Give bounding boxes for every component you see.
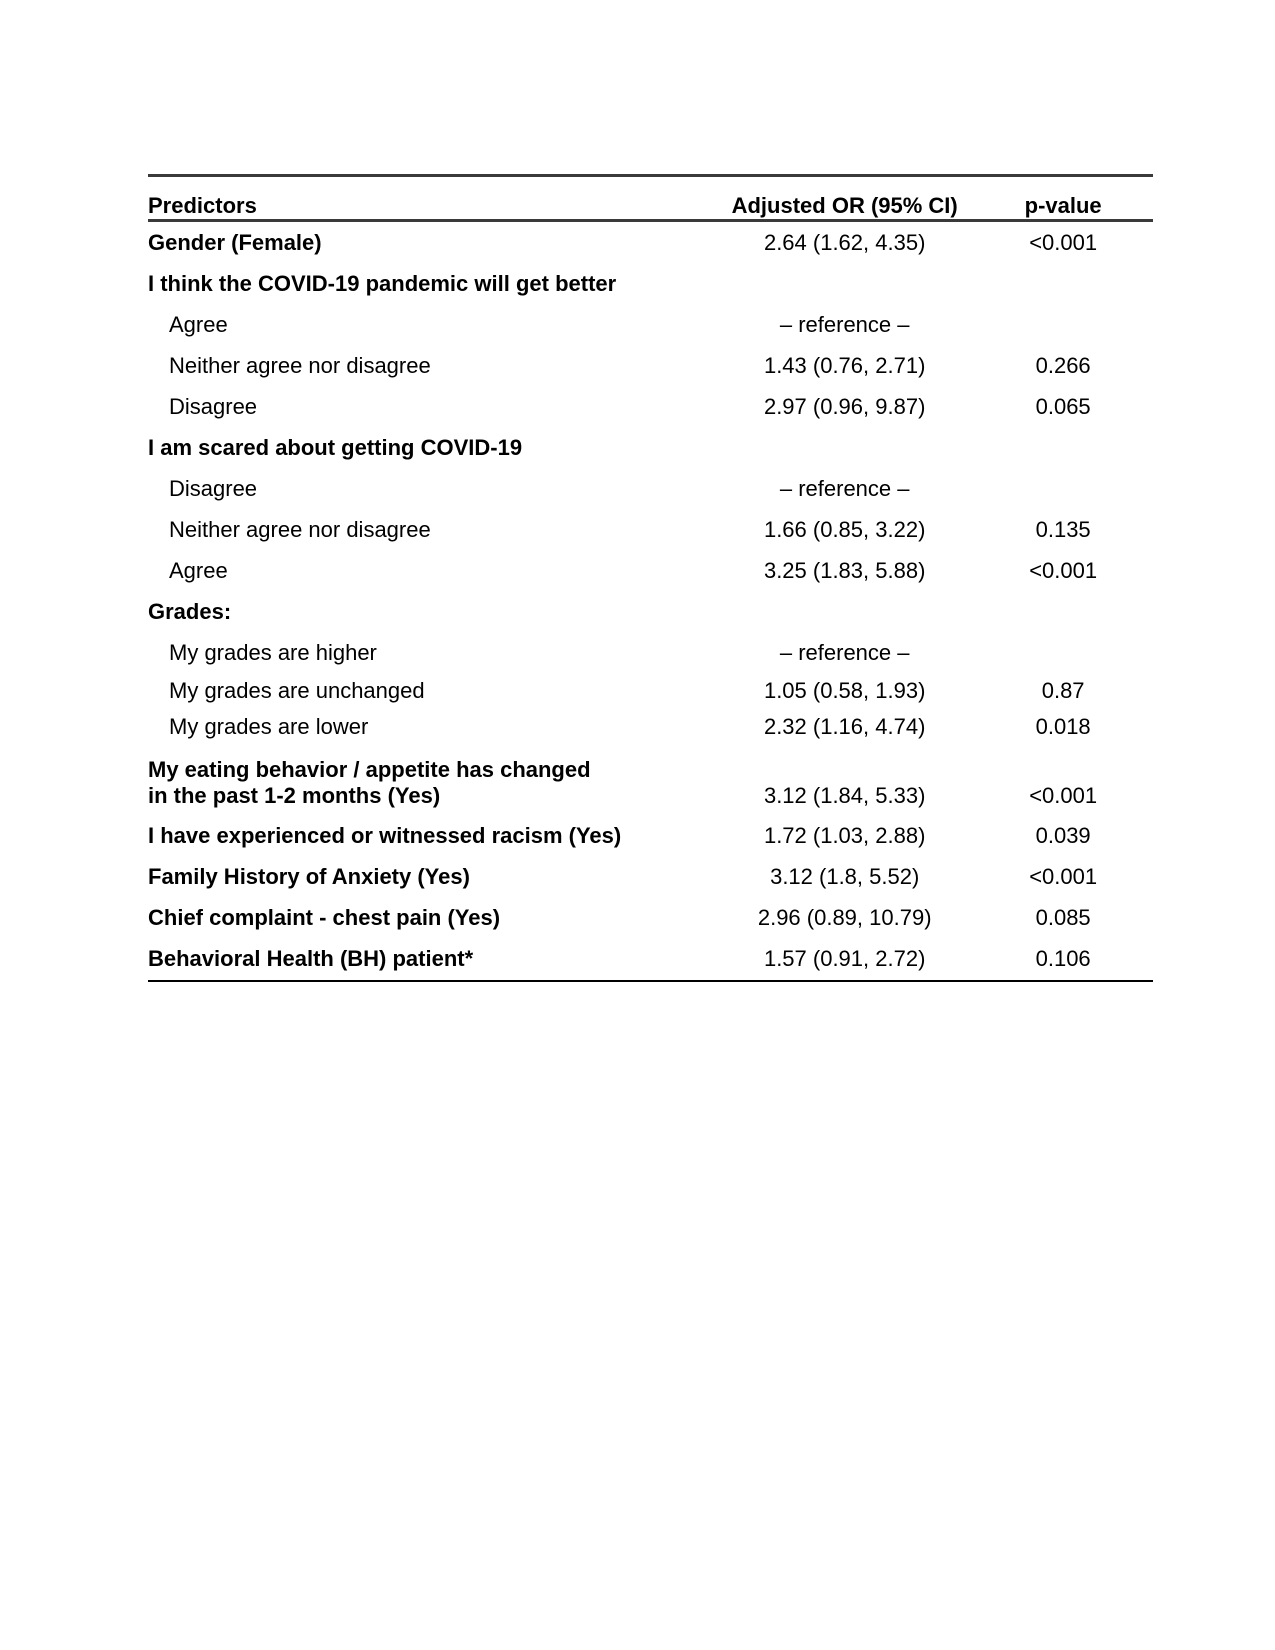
- table-row: [148, 815, 1153, 856]
- table-row: [148, 221, 1153, 264]
- odds-ratio-cell: – reference –: [779, 639, 910, 665]
- odds-ratio-cell: – reference –: [779, 475, 910, 501]
- table-row: [148, 427, 1153, 468]
- p-value-cell: <0.001: [1029, 557, 1098, 583]
- p-value-cell: 0.039: [1035, 822, 1091, 848]
- p-value-cell: 0.106: [973, 938, 1153, 981]
- predictor-label: I have experienced or witnessed racism (Yes): [148, 822, 622, 848]
- odds-ratio-table: [148, 174, 1153, 982]
- p-value-cell: 0.065: [1035, 393, 1091, 419]
- predictor-level-label: Neither agree nor disagree: [169, 516, 431, 542]
- odds-ratio-cell: 1.66 (0.85, 3.22): [763, 516, 926, 542]
- odds-ratio-cell: 2.96 (0.89, 10.79): [757, 904, 932, 930]
- p-value-cell: 0.87: [1041, 678, 1085, 703]
- p-value-cell: [973, 468, 1153, 509]
- odds-ratio-cell: 3.12 (1.8, 5.52): [770, 863, 920, 889]
- predictor-level-label: Agree: [169, 311, 228, 337]
- predictor-label: Gender (Female): [148, 229, 322, 255]
- table-row: [148, 856, 1153, 897]
- odds-ratio-cell: 2.97 (0.96, 9.87): [763, 393, 926, 419]
- p-value-cell: [973, 263, 1153, 304]
- table-row: [148, 709, 1153, 745]
- p-value-cell: 0.085: [1035, 904, 1091, 930]
- table-row: [148, 304, 1153, 345]
- predictor-label-line-2: in the past 1-2 months (Yes): [148, 783, 441, 808]
- column-header-p-value: p-value: [973, 176, 1153, 221]
- column-header-predictors: Predictors: [148, 176, 716, 221]
- table-body: [148, 221, 1153, 982]
- odds-ratio-cell: [716, 427, 973, 468]
- odds-ratio-cell: [716, 591, 973, 632]
- table-header: [148, 176, 1153, 221]
- predictor-level-label: Agree: [169, 557, 228, 583]
- p-value-cell: 0.266: [1035, 352, 1091, 378]
- table-row: [148, 509, 1153, 550]
- odds-ratio-cell: 1.57 (0.91, 2.72): [716, 938, 973, 981]
- odds-ratio-cell: 3.25 (1.83, 5.88): [763, 557, 926, 583]
- odds-ratio-cell: 3.12 (1.84, 5.33): [763, 783, 926, 808]
- odds-ratio-cell: 1.05 (0.58, 1.93): [763, 678, 926, 703]
- table-row: [148, 632, 1153, 673]
- predictor-group-label: I think the COVID-19 pandemic will get better: [148, 270, 617, 296]
- table-row: [148, 550, 1153, 591]
- table-row: [148, 468, 1153, 509]
- odds-ratio-table-container: [148, 174, 1153, 982]
- header-row: [148, 176, 1153, 221]
- p-value-cell: <0.001: [1029, 229, 1098, 255]
- predictor-level-label: Neither agree nor disagree: [169, 352, 431, 378]
- p-value-cell: [973, 632, 1153, 673]
- odds-ratio-cell: 1.43 (0.76, 2.71): [763, 352, 926, 378]
- predictor-label: [148, 745, 716, 815]
- predictor-level-label: My grades are higher: [169, 639, 377, 665]
- predictor-level-label: Disagree: [169, 475, 258, 501]
- predictor-label: Family History of Anxiety (Yes): [148, 863, 470, 889]
- p-value-cell: 0.018: [1035, 714, 1091, 739]
- odds-ratio-cell: 2.64 (1.62, 4.35): [763, 229, 926, 255]
- table-row: [148, 345, 1153, 386]
- predictor-label-line-1: My eating behavior / appetite has changed: [148, 757, 591, 782]
- predictor-group-label: I am scared about getting COVID-19: [148, 434, 523, 460]
- table-row: [148, 591, 1153, 632]
- table-row: [148, 745, 1153, 815]
- predictor-level-label: My grades are unchanged: [169, 678, 425, 703]
- predictor-label: Chief complaint - chest pain (Yes): [148, 904, 501, 930]
- predictor-label: Behavioral Health (BH) patient*: [148, 938, 716, 981]
- odds-ratio-cell: [716, 263, 973, 304]
- p-value-cell: <0.001: [1029, 863, 1098, 889]
- p-value-cell: <0.001: [1029, 783, 1098, 808]
- odds-ratio-cell: 1.72 (1.03, 2.88): [763, 822, 926, 848]
- predictor-level-label: My grades are lower: [169, 714, 369, 739]
- predictor-group-label: Grades:: [148, 598, 232, 624]
- odds-ratio-cell: 2.32 (1.16, 4.74): [763, 714, 926, 739]
- column-header-adjusted-or: Adjusted OR (95% CI): [716, 176, 973, 221]
- table-row: [148, 673, 1153, 709]
- p-value-cell: [973, 591, 1153, 632]
- table-row: [148, 263, 1153, 304]
- table-row: [148, 938, 1153, 981]
- table-row: [148, 386, 1153, 427]
- odds-ratio-cell: – reference –: [779, 311, 910, 337]
- p-value-cell: 0.135: [1035, 516, 1091, 542]
- p-value-cell: [973, 427, 1153, 468]
- predictor-level-label: Disagree: [169, 393, 258, 419]
- table-row: [148, 897, 1153, 938]
- p-value-cell: [973, 304, 1153, 345]
